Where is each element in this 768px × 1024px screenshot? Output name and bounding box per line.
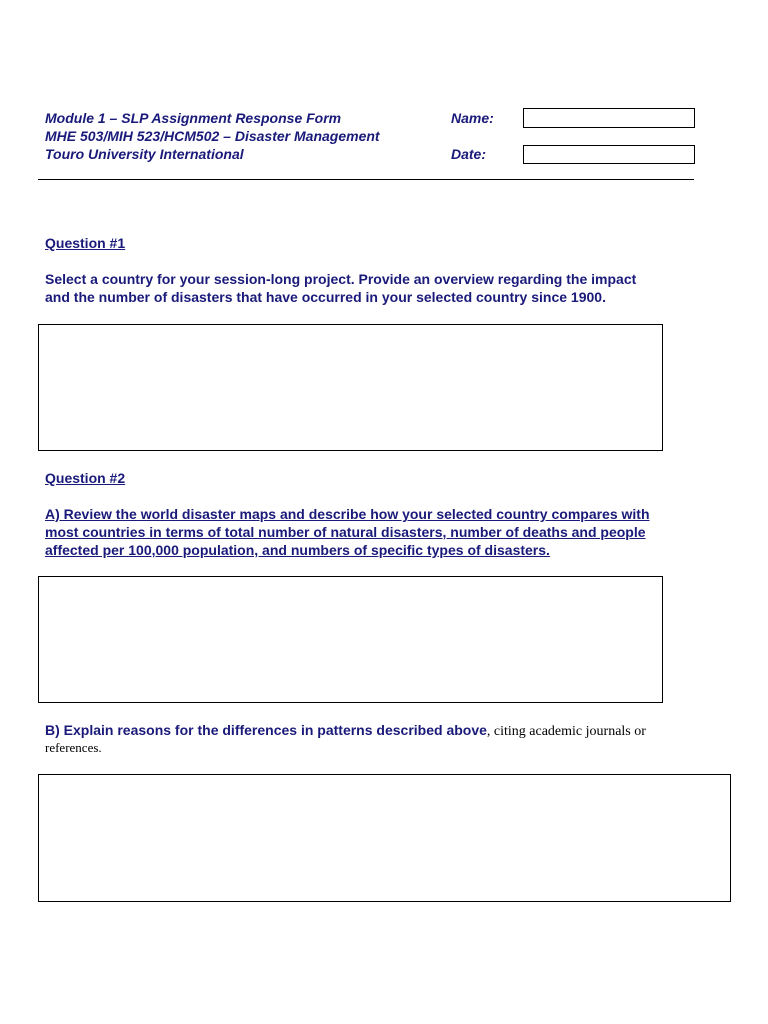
question-1-title: Question #1 <box>45 235 126 251</box>
question-2b-bold-text: B) Explain reasons for the differences in patterns described above <box>45 722 487 738</box>
date-label: Date: <box>451 146 487 162</box>
question-1-line-1: Select a country for your session-long project. Provide an overview regarding the impact <box>45 271 637 287</box>
question-2b-plain-text: , citing academic journals or <box>486 724 646 739</box>
question-2a-line-3: affected per 100,000 population, and numbers of specific types of disasters. <box>45 542 550 558</box>
name-label: Name: <box>451 110 494 126</box>
question-1-answer-box[interactable] <box>38 324 663 451</box>
question-2a-line-2: most countries in terms of total number of natural disasters, number of deaths and people <box>45 524 646 540</box>
question-2a-answer-box[interactable] <box>38 576 663 703</box>
date-field[interactable] <box>523 145 695 164</box>
university-name: Touro University International <box>45 146 244 162</box>
question-2a-line-1: A) Review the world disaster maps and describe how your selected country compares with <box>45 506 650 522</box>
form-title: Module 1 – SLP Assignment Response Form <box>45 110 342 126</box>
question-2b-line-2: references. <box>45 740 102 755</box>
question-2b-line-1 <box>45 721 646 741</box>
question-2-title: Question #2 <box>45 470 126 486</box>
question-1-line-2: and the number of disasters that have occurred in your selected country since 1900. <box>45 289 606 305</box>
header-divider <box>38 179 694 180</box>
name-field[interactable] <box>523 108 695 128</box>
question-2b-answer-box[interactable] <box>38 774 731 902</box>
course-title: MHE 503/MIH 523/HCM502 – Disaster Management <box>45 128 380 144</box>
